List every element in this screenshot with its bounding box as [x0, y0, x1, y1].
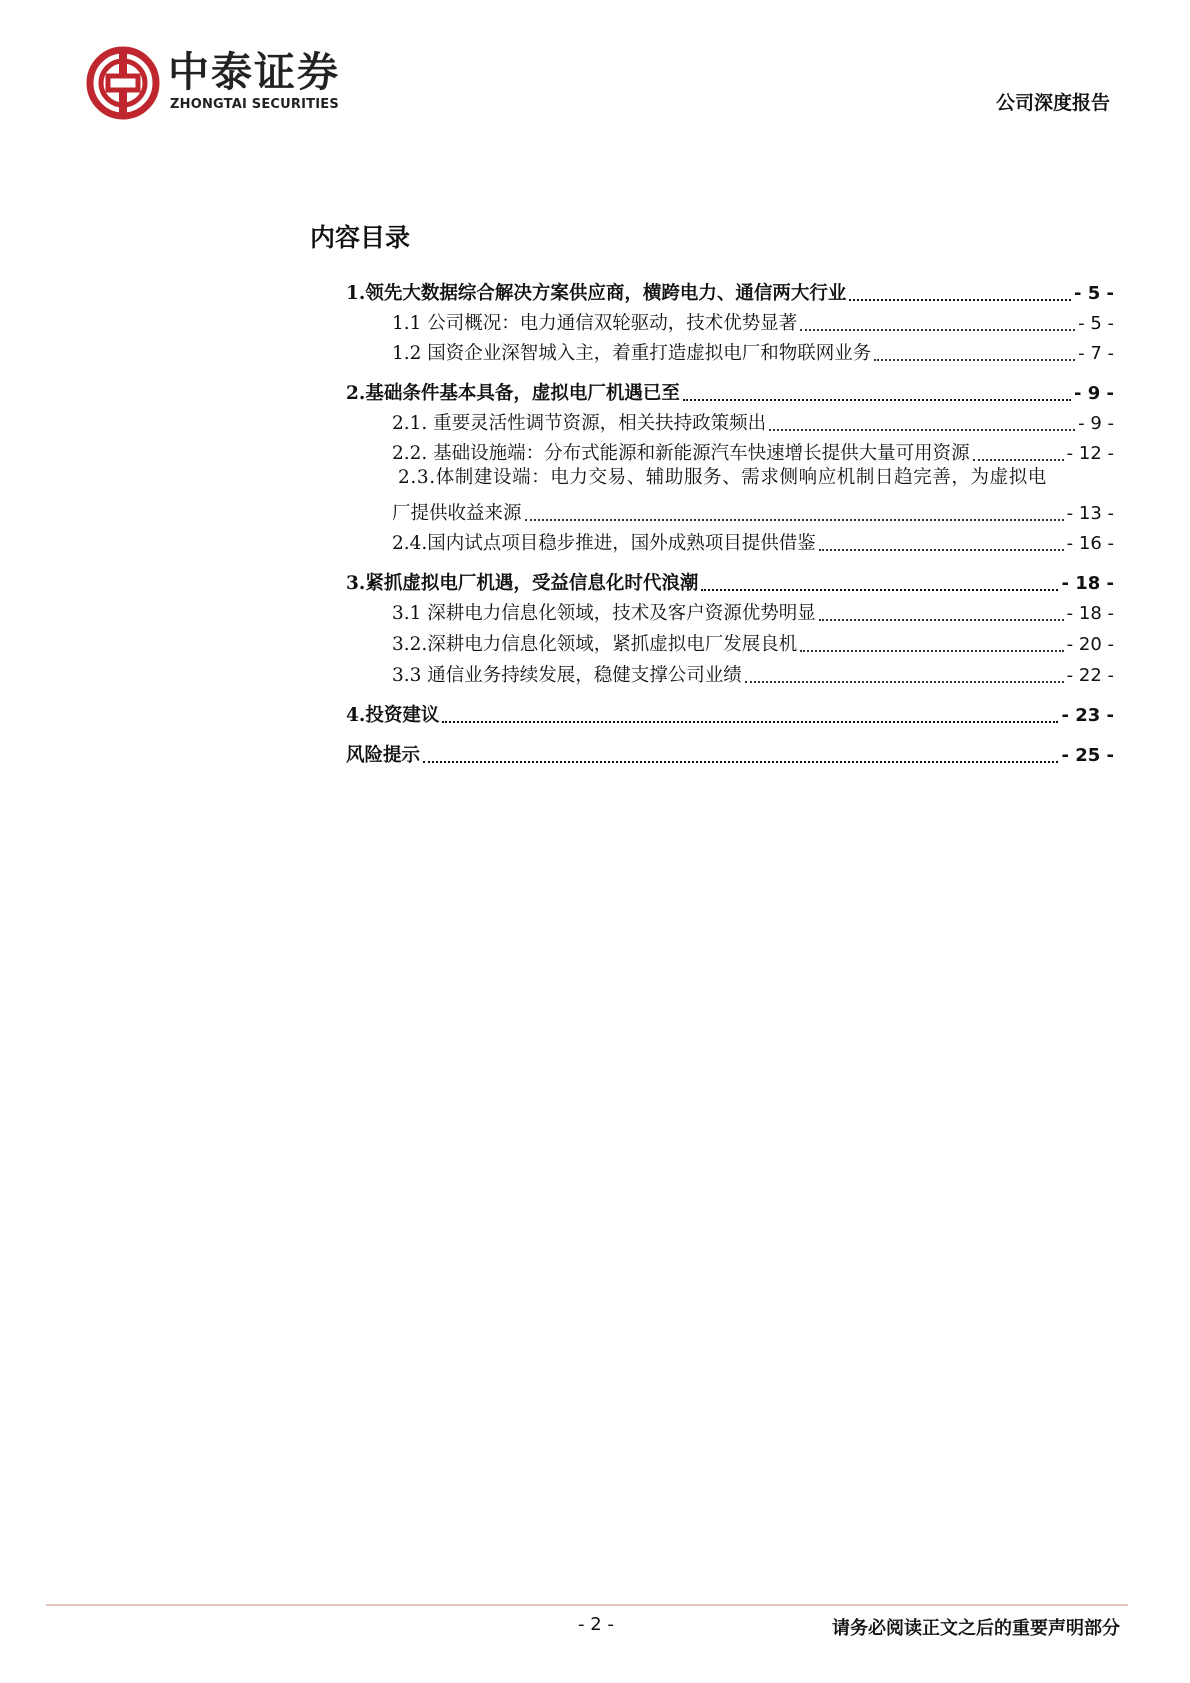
toc-leader-dots	[442, 720, 1058, 723]
toc-entry-page: - 18 -	[1061, 573, 1114, 594]
toc-entry-page: - 22 -	[1066, 665, 1114, 686]
toc-entry-2[interactable]	[346, 376, 1114, 406]
toc-entry-page: - 5 -	[1074, 283, 1114, 304]
toc-entry-text: 风险提示	[346, 745, 421, 766]
toc-entry-page: - 9 -	[1078, 413, 1114, 434]
toc-entry-1[interactable]	[346, 276, 1114, 306]
logo-english-name: ZHONGTAI SECURITIES	[170, 97, 339, 112]
toc-entry-text: 3.2.深耕电力信息化领域，紧抓虚拟电厂发展良机	[392, 634, 798, 655]
toc-entry-2-1[interactable]	[392, 406, 1114, 436]
logo-chinese-name: 中泰证券	[168, 48, 340, 96]
toc-entry-3-3[interactable]	[392, 658, 1114, 688]
toc-leader-dots	[423, 760, 1058, 763]
toc-entry-1-1[interactable]	[392, 306, 1114, 336]
toc-entry-page: - 9 -	[1074, 383, 1114, 404]
toc-leader-dots	[973, 458, 1064, 461]
toc-entry-text: 厂提供收益来源	[392, 503, 522, 524]
toc-leader-dots	[874, 358, 1075, 361]
toc-entry-1-2[interactable]	[392, 336, 1114, 366]
toc-title: 内容目录	[310, 223, 411, 252]
toc-entry-page: - 23 -	[1061, 705, 1114, 726]
toc-entry-text: 2.4.国内试点项目稳步推进，国外成熟项目提供借鉴	[392, 533, 816, 554]
toc-entry-text: 3.紧抓虚拟电厂机遇，受益信息化时代浪潮	[346, 573, 699, 594]
toc-leader-dots	[683, 398, 1071, 401]
toc-leader-dots	[819, 618, 1064, 621]
toc-entry-text: 1.领先大数据综合解决方案供应商，横跨电力、通信两大行业	[346, 283, 847, 304]
toc-entry-text: 1.1 公司概况：电力通信双轮驱动，技术优势显著	[392, 313, 798, 334]
toc-entry-page: - 13 -	[1066, 503, 1114, 524]
toc-leader-dots	[800, 328, 1075, 331]
toc-entry-4[interactable]	[346, 698, 1114, 728]
toc-leader-dots	[769, 428, 1075, 431]
toc-entry-page: - 16 -	[1066, 533, 1114, 554]
company-logo	[86, 46, 376, 122]
toc-entry-page: - 7 -	[1078, 343, 1114, 364]
footer-page-number: - 2 -	[578, 1614, 614, 1635]
toc-entry-text: 2.2. 基础设施端：分布式能源和新能源汽车快速增长提供大量可用资源	[392, 443, 970, 464]
footer-disclaimer: 请务必阅读正文之后的重要声明部分	[832, 1618, 1120, 1639]
toc-leader-dots	[819, 548, 1064, 551]
toc-entry-3-1[interactable]	[392, 596, 1114, 626]
toc-leader-dots	[745, 680, 1064, 683]
toc-entry-page: - 18 -	[1066, 603, 1114, 624]
toc-entry-text: 3.3 通信业务持续发展，稳健支撑公司业绩	[392, 665, 742, 686]
toc-entry-page: - 25 -	[1061, 745, 1114, 766]
toc-entry-text: 4.投资建议	[346, 705, 440, 726]
zhongtai-coin-logo-icon	[86, 46, 160, 120]
toc-entry-page: - 5 -	[1078, 313, 1114, 334]
toc-entry-text: 2.基础条件基本具备，虚拟电厂机遇已至	[346, 383, 680, 404]
toc-entry-page: - 20 -	[1066, 634, 1114, 655]
toc-entry-2-4[interactable]	[392, 526, 1114, 556]
toc-entry-2-3-line1[interactable]: 2.3.体制建设端：电力交易、辅助服务、需求侧响应机制日趋完善，为虚拟电	[398, 467, 1047, 488]
toc-entry-3-2[interactable]	[392, 627, 1114, 657]
toc-entry-3[interactable]	[346, 566, 1114, 596]
toc-leader-dots	[849, 298, 1071, 301]
toc-entry-2-2[interactable]	[392, 436, 1114, 466]
toc-leader-dots	[525, 518, 1064, 521]
toc-entry-2-3[interactable]	[392, 496, 1114, 526]
report-type-label: 公司深度报告	[995, 92, 1110, 114]
toc-entry-text: 3.1 深耕电力信息化领域，技术及客户资源优势明显	[392, 603, 816, 624]
footer-divider	[46, 1604, 1128, 1606]
toc-entry-text: 1.2 国资企业深智城入主，着重打造虚拟电厂和物联网业务	[392, 343, 872, 364]
toc-entry-risk[interactable]	[346, 738, 1114, 768]
toc-entry-text: 2.1. 重要灵活性调节资源，相关扶持政策频出	[392, 413, 767, 434]
toc-entry-page: - 12 -	[1066, 443, 1114, 464]
toc-leader-dots	[800, 649, 1063, 652]
toc-leader-dots	[701, 588, 1058, 591]
